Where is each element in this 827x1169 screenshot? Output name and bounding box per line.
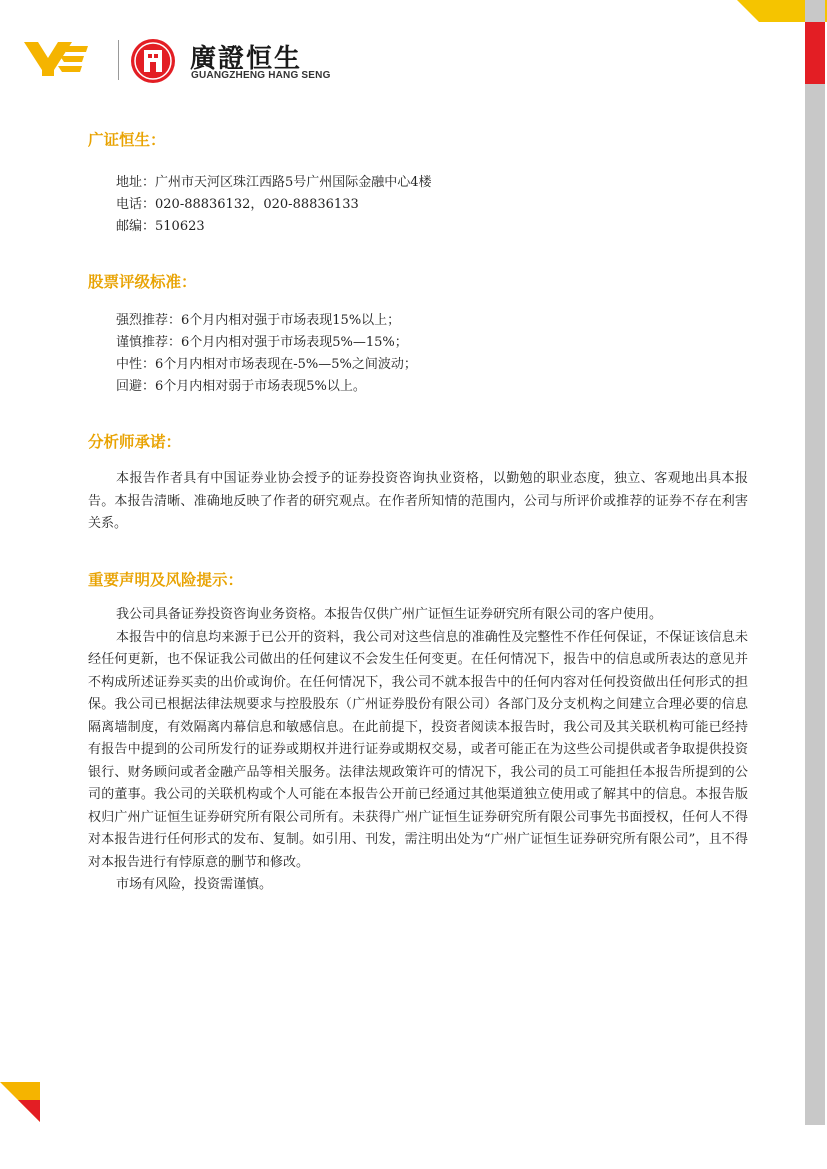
header bbox=[22, 36, 422, 86]
rating-avoid: 回避：6个月内相对弱于市场表现5%以上。 bbox=[116, 379, 366, 394]
contact-postcode: 邮编：510623 bbox=[116, 219, 205, 234]
ye-logo-icon bbox=[22, 40, 90, 78]
rating-strong-buy: 强烈推荐：6个月内相对强于市场表现15%以上； bbox=[116, 313, 401, 328]
brand-name-en: GUANGZHENG HANG SENG bbox=[191, 70, 331, 81]
side-bar-accent bbox=[805, 22, 825, 84]
disclaimer-paragraph: 市场有风险，投资需谨慎。 bbox=[116, 877, 273, 892]
side-bar bbox=[805, 0, 825, 1125]
corner-decoration-bottom bbox=[0, 1082, 44, 1126]
analyst-text bbox=[88, 468, 748, 536]
disclaimer-title: 重要声明及风险提示： bbox=[88, 571, 244, 589]
contact-address: 地址：广州市天河区珠江西路5号广州国际金融中心4楼 bbox=[116, 175, 432, 190]
brand-name-cn: 廣證恒生 bbox=[190, 44, 303, 74]
rating-title: 股票评级标准： bbox=[88, 273, 197, 291]
disclaimer-paragraph: 我公司具备证券投资咨询业务资格。本报告仅供广州广证恒生证券研究所有限公司的客户使用。 bbox=[116, 607, 663, 622]
disclaimer-text bbox=[88, 604, 748, 897]
logo-divider bbox=[118, 40, 119, 80]
contact-phone: 电话：020-88836132，020-88836133 bbox=[116, 197, 359, 212]
rating-list bbox=[88, 310, 417, 398]
contact-list bbox=[88, 172, 432, 238]
disclaimer-paragraph: 本报告中的信息均来源于已公开的资料，我公司对这些信息的准确性及完整性不作任何保证，不保证该信息未经任何更新，也不保证我公司做出的任何建议不会发生任何变更。在任何情况下，报告中的信息或所表达的意见并不构成所述证券买卖的出价或询价。在任何情况下，我公司不就本报告中的任何内容对任何投资做出任何形式的担保。我公司已根据法律法规要求与控股股东（广州证券股份有限公司）各部门及分支机构之间建立合理必要的信息隔离墙制度，有效隔离内幕信息和敏感信息。在此前提下，投资者阅读本报告时，我公司及其关联机构可能已经持有报告中提到的公司所发行的证券或期权并进行证券或期权交易，或者可能正在为这些公司提供或者争取提供投资银行、财务顾问或者金融产品等相关服务。法律法规政策许可的情况下，我公司的员工可能担任本报告所提到的公司的董事。我公司的关联机构或个人可能在本报告公开前已经通过其他渠道独立使用或了解其中的信息。本报告版权归广州广证恒生证券研究所有限公司所有。未获得广州广证恒生证券研究所有限公司事先书面授权，任何人不得对本报告进行任何形式的发布、复制。如引用、刊发，需注明出处为“广州广证恒生证券研究所有限公司”，且不得对本报告进行有悖原意的删节和修改。 bbox=[88, 629, 748, 870]
analyst-title: 分析师承诺： bbox=[88, 433, 182, 451]
contact-title: 广证恒生： bbox=[88, 131, 166, 149]
rating-buy: 谨慎推荐：6个月内相对强于市场表现5%—15%； bbox=[116, 335, 408, 350]
rating-neutral: 中性：6个月内相对市场表现在-5%—5%之间波动； bbox=[116, 357, 417, 372]
company-seal-icon bbox=[130, 38, 176, 84]
analyst-paragraph: 本报告作者具有中国证券业协会授予的证券投资咨询执业资格，以勤勉的职业态度，独立、客观地出具本报告。本报告清晰、准确地反映了作者的研究观点。在作者所知情的范围内，公司与所评价或推荐的证券不存在利害关系。 bbox=[88, 471, 748, 531]
